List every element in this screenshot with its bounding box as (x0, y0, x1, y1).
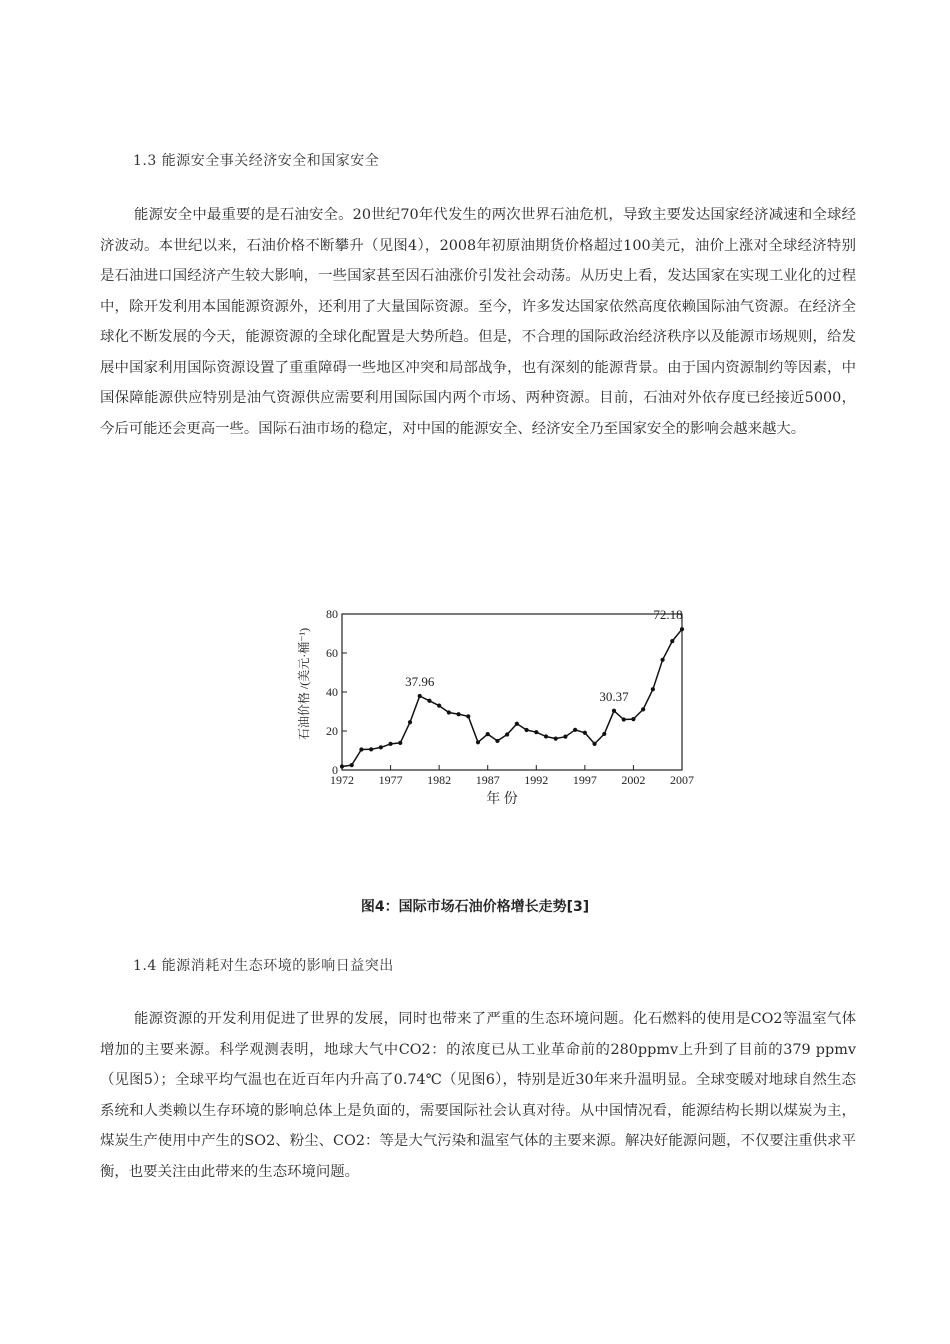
price-data-point (408, 720, 412, 724)
price-data-point (563, 735, 567, 739)
x-tick-label: 1982 (427, 773, 452, 787)
price-data-point (340, 764, 344, 768)
price-data-point (670, 639, 674, 643)
x-axis-title: 年 份 (486, 792, 518, 807)
price-data-point (379, 745, 383, 749)
price-data-point (534, 730, 538, 734)
price-series-line (342, 629, 682, 766)
price-data-point (524, 728, 528, 732)
oil-price-chart (295, 602, 695, 817)
price-data-point (573, 728, 577, 732)
peak-value-label: 37.96 (405, 673, 435, 689)
price-data-point (398, 741, 402, 745)
price-data-point (427, 699, 431, 703)
price-data-point (495, 739, 499, 743)
price-data-point (418, 694, 422, 698)
price-data-point (456, 712, 460, 716)
price-data-point (447, 710, 451, 714)
y-tick-label: 0 (332, 763, 338, 777)
price-data-point (612, 709, 616, 713)
section-1-4-heading: 1.4 能源消耗对生态环境的影响日益突出 (133, 958, 394, 974)
x-tick-label: 1977 (378, 773, 403, 787)
price-data-point (651, 687, 655, 691)
section-1-4-paragraph: 能源资源的开发利用促进了世界的发展，同时也带来了严重的生态环境问题。化石燃料的使用是CO2等温室气体增加的主要来源。科学观测表明，地球大气中CO2：的浓度已从工业革命前的280ppmv上升到了目前的379 ppmv（见图5）；全球平均气温也在近百年内升高了0.74℃（见图6），特别是近30年来升温明显。全球变暖对地球自然生态系统和人类赖以生存环境的影响总体上是负面的，需要国际社会认真对待。从中国情况看，能源结构长期以煤炭为主，煤炭生产使用中产生的SO2、粉尘、CO2：等是大气污染和温室气体的主要来源。解决好能源问题，不仅要注重供求平衡，也要关注由此带来的生态环境问题。 (100, 1011, 856, 1180)
x-tick-label: 1997 (572, 773, 597, 787)
section-1-3-paragraph: 能源安全中最重要的是石油安全。20世纪70年代发生的两次世界石油危机，导致主要发达国家经济减速和全球经济波动。本世纪以来，石油价格不断攀升（见图4），2008年初原油期货价格超过100美元，油价上涨对全球经济特别是石油进口国经济产生较大影响，一些国家甚至因石油涨价引发社会动荡。从历史上看，发达国家在实现工业化的过程中，除开发利用本国能源资源外，还利用了大量国际资源。至今，许多发达国家依然高度依赖国际油气资源。在经济全球化不断发展的今天，能源资源的全球化配置是大势所趋。但是，不合理的国际政治经济秩序以及能源市场规则，给发展中国家利用国际资源设置了重重障碍一些地区冲突和局部战争，也有深刻的能源背景。由于国内资源制约等因素，中国保障能源供应特别是油气资源供应需要利用国际国内两个市场、两种资源。目前，石油对外依存度已经接近5000，今后可能还会更高一些。国际石油市场的稳定，对中国的能源安全、经济安全乃至国家安全的影响会越来越大。 (100, 207, 856, 437)
figure-4-caption: 图4：国际市场石油价格增长走势[3] (360, 899, 590, 915)
y-tick-label: 40 (326, 685, 338, 699)
oil-price-chart-svg (295, 602, 695, 817)
x-tick-label: 1987 (475, 773, 500, 787)
price-data-point (515, 722, 519, 726)
price-data-point (466, 714, 470, 718)
price-data-point (680, 627, 684, 631)
x-tick-label: 1992 (524, 773, 549, 787)
y-tick-label: 60 (326, 646, 338, 660)
y-tick-label: 20 (326, 724, 338, 738)
price-data-point (602, 732, 606, 736)
price-data-point (486, 732, 490, 736)
x-tick-label: 1972 (330, 773, 354, 787)
price-data-point (660, 658, 664, 662)
peak-value-label: 72.18 (653, 607, 683, 623)
price-data-point (350, 763, 354, 767)
plot-frame (342, 614, 682, 770)
price-data-point (641, 707, 645, 711)
price-data-point (388, 742, 392, 746)
price-data-point (554, 737, 558, 741)
price-data-point (631, 717, 635, 721)
price-data-point (592, 742, 596, 746)
price-data-point (359, 747, 363, 751)
price-data-point (437, 704, 441, 708)
section-1-3-heading: 1.3 能源安全事关经济安全和国家安全 (133, 153, 380, 169)
price-data-point (505, 732, 509, 736)
price-data-point (544, 734, 548, 738)
price-data-point (369, 747, 373, 751)
x-tick-label: 2007 (670, 773, 694, 787)
price-data-point (622, 717, 626, 721)
x-tick-label: 2002 (621, 773, 646, 787)
price-data-point (583, 731, 587, 735)
y-axis-title: 石油价格 /(美元·桶⁻¹) (297, 627, 311, 741)
peak-value-label: 30.37 (599, 688, 629, 704)
y-tick-label: 80 (326, 607, 338, 621)
price-data-point (476, 740, 480, 744)
